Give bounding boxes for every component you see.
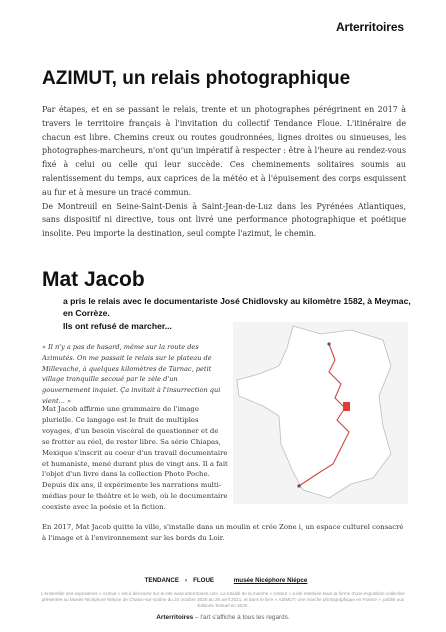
photographer-quote: « Il n'y a pas de hasard, même sur la route des Azimutés. On me passait le relais sur le plateau de Millevache, à quelques kilomètres de Tarnac, petit village tranquille secoué par le zèle d'un gouvernement inquiet. Ça invitait à l'insurrection qui vient... » <box>42 343 221 405</box>
footer-tagline: – l'art s'affiche à tous les regards. <box>195 614 290 621</box>
footer-brand: Arterritoires <box>156 614 194 621</box>
france-map-svg <box>233 322 408 504</box>
site-brand: Arterritoires <box>335 20 404 34</box>
footer <box>0 614 446 621</box>
highlight-marker <box>343 402 350 411</box>
bio-paragraph: Depuis dix ans, il expérimente les narrations multi-médias pour le théâtre et le web, où le documentaire coexiste avec la poésie et la fiction. <box>42 481 228 512</box>
musee-niepce-logo: musée Nicéphore Niépce <box>233 577 308 584</box>
france-outline <box>237 326 391 498</box>
route-start-dot <box>327 342 330 345</box>
partner-logos <box>0 577 446 584</box>
tendance-floue-logo: TENDANCE › FLOUE <box>144 577 215 584</box>
route-map <box>233 322 408 504</box>
photographer-bio <box>42 404 228 513</box>
subtitle-line: Ils ont refusé de marcher... <box>63 320 172 331</box>
photographer-name: Mat Jacob <box>42 268 145 291</box>
intro-paragraph: De Montreuil en Seine-Saint-Denis à Saint-Jean-de-Luz dans les Pyrénées Atlantiques, sans dispositif ni directive, tous ont livré une performance photographique et poétique insolite. Peu importe la destination, seul compte l'azimut, le chemin. <box>42 201 406 239</box>
article-title: AZIMUT, un relais photographique <box>42 68 351 89</box>
credit-text: L'ensemble des expositions « Azimut » est à découvrir sur le site www.arterritoires.com. La totalité de la marche « Azimut » a été restituée sous la forme d'une exposition collective présentée au Musée Nicéphore Niépce de Chalon-sur-Saône du 24 octobre 2020 au 25 avril 2021, et dans le livre « AZIMUT, une marche photographique en France », publié aux Éditions Textuel en 2020. <box>41 591 405 608</box>
bio-paragraph: Mat Jacob affirme une grammaire de l'image plurielle. Ce langage est le fruit de multiples voyages, d'un besoin viscéral de questionner et de se frotter au réel, de rester libre. Sa série Chiapas, Mexique s'inscrit au coeur d'un travail documentaire et humaniste, mené durant plus de vingt ans. Il a fait l'objet d'un livre dans la collection Photo Poche. <box>42 405 228 479</box>
closing-paragraph: En 2017, Mat Jacob quitte la ville, s'installe dans un moulin et crée Zone i, un espace culturel consacré à l'image et à l'environnement sur les bords du Loir. <box>42 523 404 542</box>
route-end-dot <box>297 484 300 487</box>
subtitle-line: a pris le relais avec le documentariste José Chidlovsky au kilomètre 1582, à Meymac, en Corrèze. <box>63 296 411 319</box>
intro-paragraph: Par étapes, et en se passant le relais, trente et un photographes pérégrinent en 2017 à travers le territoire français à l'invitation du collectif Tendance Floue. L'itinéraire de chacun est libre. Chemins creux ou routes goudronnées, lignes droites ou sinueuses, les photographes-marcheurs, n'ont qu'un impératif à respecter : être à l'heure au rendez-vous fixé à celui ou celle qui leur succède. Ces cheminements solitaires soumis au ralentissement du temps, aux caprices de la météo et à l'épuisement des corps esquissent au fur et à mesure un tracé commun. <box>42 105 406 197</box>
intro-text <box>42 103 406 241</box>
